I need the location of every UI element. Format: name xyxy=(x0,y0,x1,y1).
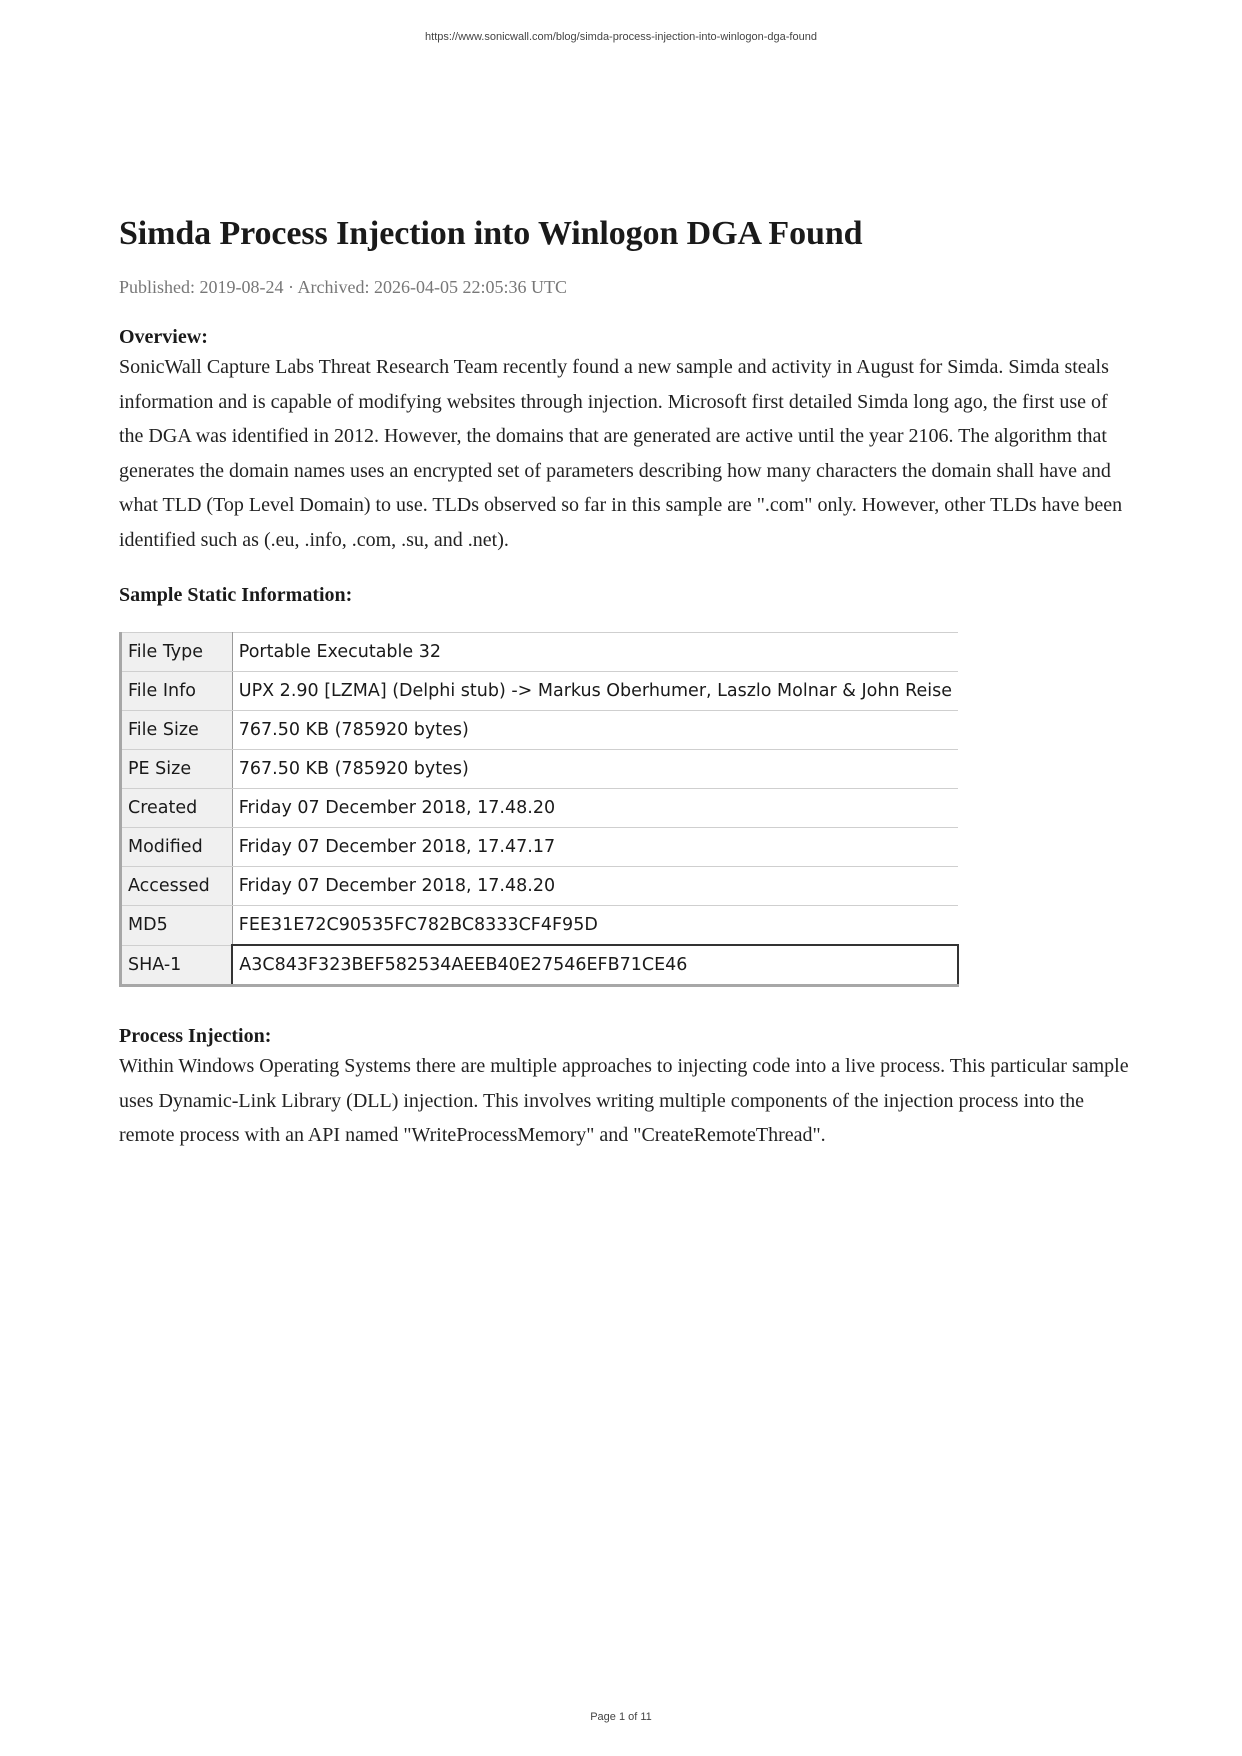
table-key: Modified xyxy=(121,828,233,867)
table-value: 767.50 KB (785920 bytes) xyxy=(232,750,958,789)
table-row xyxy=(121,789,959,828)
article xyxy=(119,210,1129,1153)
process-injection-paragraph: Within Windows Operating Systems there are multiple approaches to injecting code into a live process. This particular sample uses Dynamic-Link Library (DLL) injection. This involves writing multiple components of the injection process into the remote process with an API named "WriteProcessMemory" and "CreateRemoteThread". xyxy=(119,1055,1129,1146)
table-key: MD5 xyxy=(121,906,233,946)
table-row xyxy=(121,945,959,986)
process-injection-heading: Process Injection: xyxy=(119,1025,272,1047)
overview-heading: Overview: xyxy=(119,326,208,348)
table-row xyxy=(121,633,959,672)
table-value: Friday 07 December 2018, 17.48.20 xyxy=(232,867,958,906)
static-info-table xyxy=(119,632,959,987)
table-key: Created xyxy=(121,789,233,828)
header-url: https://www.sonicwall.com/blog/simda-process-injection-into-winlogon-dga-found xyxy=(425,31,817,43)
table-value: Friday 07 December 2018, 17.48.20 xyxy=(232,789,958,828)
table-key: SHA-1 xyxy=(121,945,233,986)
table-key: PE Size xyxy=(121,750,233,789)
table-value: A3C843F323BEF582534AEEB40E27546EFB71CE46 xyxy=(232,945,958,986)
overview-paragraph: SonicWall Capture Labs Threat Research Team recently found a new sample and activity in August for Simda. Simda steals information and is capable of modifying websites through injection. Microsoft first detailed Simda long ago, the first use of the DGA was identified in 2012. However, the domains that are generated are active until the year 2106. The algorithm that generates the domain names uses an encrypted set of parameters describing how many characters the domain shall have and what TLD (Top Level Domain) to use. TLDs observed so far in this sample are ".com" only. However, other TLDs have been identified such as (.eu, .info, .com, .su, and .net). xyxy=(119,356,1123,551)
table-row xyxy=(121,867,959,906)
static-info-heading: Sample Static Information: xyxy=(119,584,353,606)
table-row xyxy=(121,906,959,946)
table-value: UPX 2.90 [LZMA] (Delphi stub) -> Markus Oberhumer, Laszlo Molnar & John Reise xyxy=(232,672,958,711)
table-value: Portable Executable 32 xyxy=(232,633,958,672)
table-value: Friday 07 December 2018, 17.47.17 xyxy=(232,828,958,867)
table-row xyxy=(121,672,959,711)
table-row xyxy=(121,750,959,789)
page-title: Simda Process Injection into Winlogon DGA Found xyxy=(119,215,863,252)
table-key: File Info xyxy=(121,672,233,711)
table-value: 767.50 KB (785920 bytes) xyxy=(232,711,958,750)
table-value: FEE31E72C90535FC782BC8333CF4F95D xyxy=(232,906,958,946)
table-key: File Size xyxy=(121,711,233,750)
page-number: Page 1 of 11 xyxy=(590,1711,652,1723)
publish-meta: Published: 2019-08-24 · Archived: 2026-04-05 22:05:36 UTC xyxy=(119,277,567,297)
table-key: Accessed xyxy=(121,867,233,906)
table-key: File Type xyxy=(121,633,233,672)
table-row xyxy=(121,711,959,750)
table-row xyxy=(121,828,959,867)
